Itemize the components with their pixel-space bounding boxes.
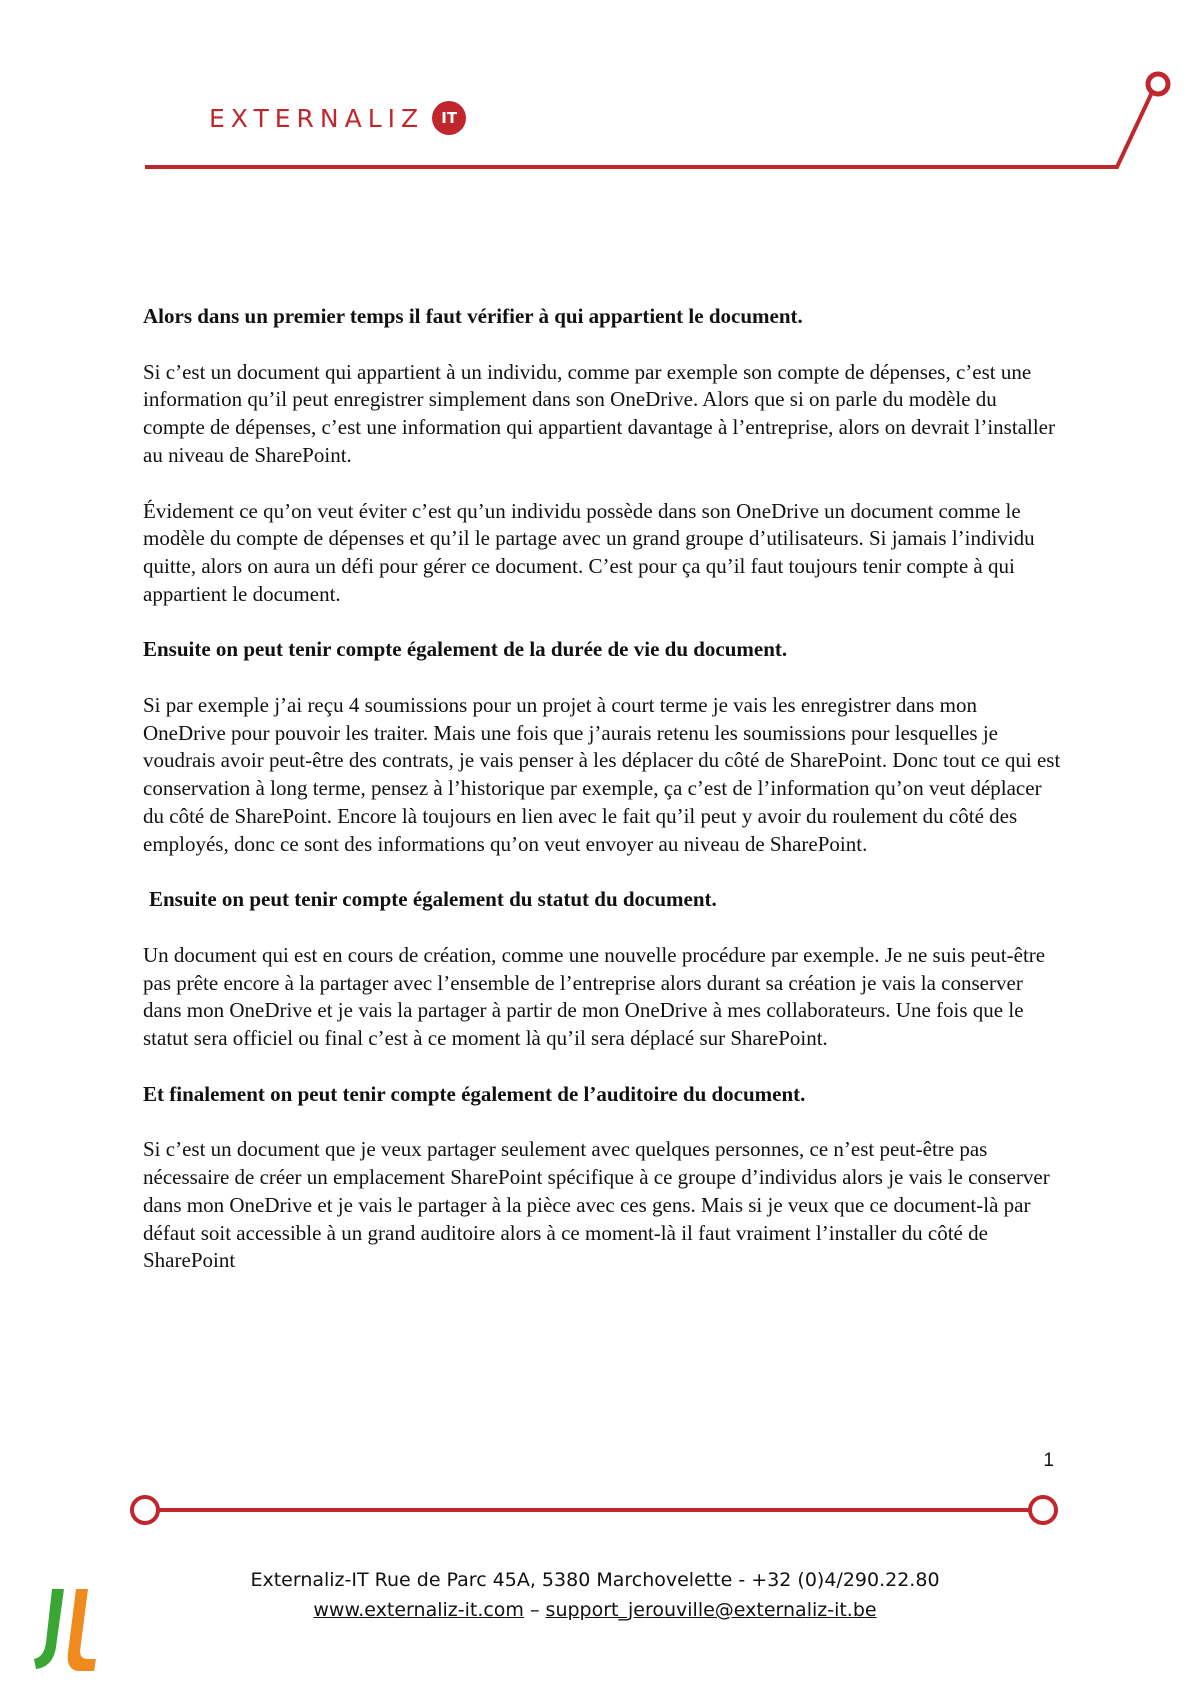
section-heading-status: Ensuite on peut tenir compte également du statut du document. xyxy=(149,887,717,912)
section-heading-lifetime: Ensuite on peut tenir compte également de la durée de vie du document. xyxy=(143,637,788,662)
paragraph-ownership-2: Évidement ce qu’on veut éviter c’est qu’un individu possède dans son OneDrive un document comme le modèle du compte de dépenses et qu’il le partage avec un grand groupe d’utilisateurs. Si jamais l’individu quitte, alors on aura un défi pour gérer ce document. C’est pour ça qu’il faut toujours tenir compte à qui appartient le document. xyxy=(143,498,1035,606)
page-number: 1 xyxy=(1043,1450,1054,1471)
document-body xyxy=(143,303,1063,1275)
section-heading-ownership: Alors dans un premier temps il faut vérifier à qui appartient le document. xyxy=(143,304,803,328)
website-link[interactable]: www.externaliz-it.com xyxy=(313,1599,524,1621)
footer-separator: – xyxy=(523,1599,546,1621)
paragraph-ownership-1: Si c’est un document qui appartient à un individu, comme par exemple son compte de dépenses, c’est une information qu’il peut enregistrer simplement dans son OneDrive. Alors que si on parle du modèle du compte de dépenses, c’est une information qui appartient davantage à l’entreprise, alors on devrait l’installer au niveau de SharePoint. xyxy=(143,359,1055,467)
section-heading-audience: Et finalement on peut tenir compte également de l’auditoire du document. xyxy=(143,1081,806,1106)
logo-text: EXTERNALIZ xyxy=(209,103,425,133)
paragraph-audience: Si c’est un document que je veux partager seulement avec quelques personnes, ce n’est peut-être pas nécessaire de créer un emplacement SharePoint spécifique à ce groupe d’individus alors je vais le conserver dans mon OneDrive et je vais le partager à la pièce avec ces gens. Mais si je veux que ce document-là par défaut soit accessible à un grand auditoire alors à ce moment-là il faut vraiment l’installer du côté de SharePoint xyxy=(143,1137,1050,1273)
paragraph-status: Un document qui est en cours de création, comme une nouvelle procédure par exemple. Je ne suis peut-être pas prête encore à la partager avec l’ensemble de l’entreprise alors durant sa création je vais la conserver dans mon OneDrive et je vais la partager à partir de mon OneDrive à mes collaborateurs. Une fois que le statut sera officiel ou final c’est à ce moment là qu’il sera déplacé sur SharePoint. xyxy=(143,942,1046,1051)
paragraph-lifetime: Si par exemple j’ai reçu 4 soumissions pour un projet à court terme je vais les enregistrer dans mon OneDrive pour pouvoir les traiter. Mais une fois que j’aurais retenu les soumissions pour lesquelles je voudrais avoir peut-être des contrats, je vais penser à les déplacer du côté de SharePoint. Donc tout ce qui est conservation à long terme, pensez à l’historique par exemple, ça c’est de l’information qu’on veut déplacer du côté de SharePoint. Encore là toujours en lien avec le fait qu’il peut y avoir du roulement du côté des employés, donc ce sont des informations qu’on veut envoyer au niveau de SharePoint. xyxy=(143,693,1061,856)
logo-badge: IT xyxy=(432,101,466,135)
footer-address: Externaliz-IT Rue de Parc 45A, 5380 Marchovelette - +32 (0)4/290.22.80 xyxy=(250,1569,940,1591)
company-logo xyxy=(209,98,466,138)
jl-logo xyxy=(30,1585,100,1675)
footer-divider xyxy=(0,1490,1190,1530)
header-divider xyxy=(0,0,1190,200)
footer-contact xyxy=(0,1595,1190,1625)
email-link[interactable]: support_jerouville@externaliz-it.be xyxy=(545,1599,877,1621)
